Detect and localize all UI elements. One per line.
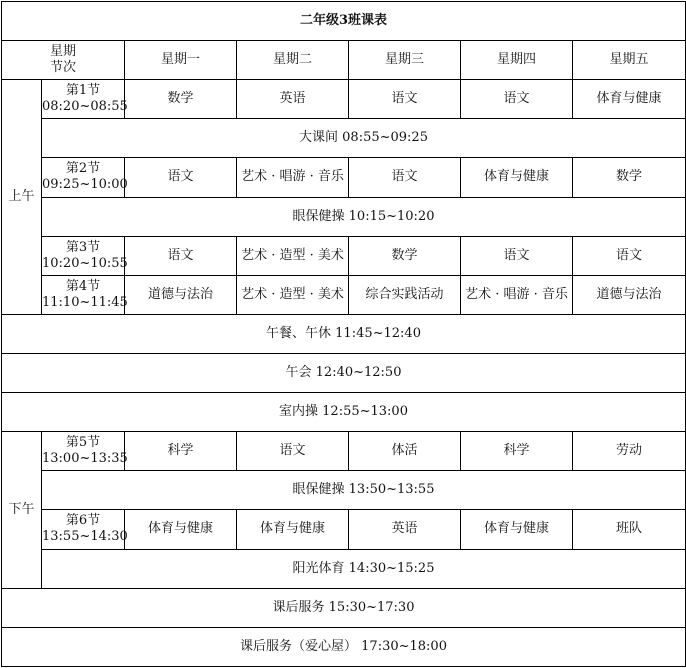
subject-cell: 科学 (461, 432, 573, 471)
subject-cell: 艺术 · 唱游 · 音乐 (461, 275, 573, 314)
period-label-6 (42, 510, 128, 549)
subject-cell: 数学 (573, 158, 686, 197)
day-header-thu: 星期四 (461, 41, 573, 80)
subject-cell: 班队 (573, 510, 686, 549)
period-name: 第3节 (65, 239, 101, 255)
subject-cell: 体育与健康 (237, 510, 349, 549)
subject-cell: 英语 (237, 80, 349, 119)
subject-cell: 语文 (461, 236, 573, 275)
break-row-lunch (2, 314, 686, 353)
title-row (2, 2, 686, 41)
break-row-after-school (2, 588, 686, 627)
period-label-3 (42, 236, 128, 275)
period-row-1 (2, 80, 686, 119)
period-row-3 (2, 236, 686, 275)
period-row-6 (2, 510, 686, 549)
eye-exercise-am-cell: 眼保健操 10:15~10:20 (42, 197, 686, 236)
period-label-1 (42, 80, 128, 119)
subject-cell: 语文 (125, 158, 237, 197)
break-row-indoor-exercise (2, 393, 686, 432)
break-row-eye-exercise-pm (2, 471, 686, 510)
subject-cell: 艺术 · 造型 · 美术 (237, 236, 349, 275)
day-header-tue: 星期二 (237, 41, 349, 80)
day-header-wed: 星期三 (349, 41, 461, 80)
subject-cell: 体育与健康 (125, 510, 237, 549)
big-break-cell: 大课间 08:55~09:25 (42, 119, 686, 158)
after-school-care-cell: 课后服务（爱心屋） 17:30~18:00 (2, 627, 686, 666)
header-row (2, 41, 686, 80)
subject-cell: 体育与健康 (573, 80, 686, 119)
period-name: 第2节 (65, 161, 101, 177)
corner-period-label: 节次 (49, 60, 76, 76)
subject-cell: 语文 (349, 80, 461, 119)
break-row-sunshine-pe (2, 549, 686, 588)
lunch-cell: 午餐、午休 11:45~12:40 (2, 314, 686, 353)
subject-cell: 语文 (349, 158, 461, 197)
period-name: 第6节 (65, 513, 101, 529)
day-header-mon: 星期一 (125, 41, 237, 80)
subject-cell: 劳动 (573, 432, 686, 471)
break-row-eye-exercise-am (2, 197, 686, 236)
period-time: 10:20~10:55 (42, 255, 128, 271)
subject-cell: 道德与法治 (573, 275, 686, 314)
subject-cell: 语文 (573, 236, 686, 275)
afternoon-label: 下午 (2, 432, 42, 588)
header-corner (2, 41, 125, 80)
subject-cell: 体活 (349, 432, 461, 471)
period-label-4 (42, 275, 128, 314)
timetable (1, 1, 686, 667)
subject-cell: 综合实践活动 (349, 275, 461, 314)
period-name: 第4节 (65, 278, 101, 294)
subject-cell: 艺术 · 造型 · 美术 (237, 275, 349, 314)
period-row-5 (2, 432, 686, 471)
subject-cell: 英语 (349, 510, 461, 549)
period-name: 第5节 (65, 435, 101, 451)
indoor-exercise-cell: 室内操 12:55~13:00 (2, 393, 686, 432)
period-row-4 (2, 275, 686, 314)
break-row-big-break (2, 119, 686, 158)
period-time: 09:25~10:00 (42, 177, 128, 193)
break-row-noon-meeting (2, 353, 686, 392)
sunshine-pe-cell: 阳光体育 14:30~15:25 (42, 549, 686, 588)
period-name: 第1节 (65, 83, 101, 99)
timetable-title: 二年级3班课表 (2, 2, 686, 41)
subject-cell: 语文 (237, 432, 349, 471)
period-label-5 (42, 432, 128, 471)
period-time: 08:20~08:55 (42, 99, 128, 115)
day-header-fri: 星期五 (573, 41, 686, 80)
eye-exercise-pm-cell: 眼保健操 13:50~13:55 (42, 471, 686, 510)
subject-cell: 道德与法治 (125, 275, 237, 314)
period-label-2 (42, 158, 128, 197)
period-time: 13:55~14:30 (42, 529, 128, 545)
subject-cell: 数学 (349, 236, 461, 275)
period-time: 11:10~11:45 (42, 294, 128, 310)
subject-cell: 语文 (125, 236, 237, 275)
noon-meeting-cell: 午会 12:40~12:50 (2, 353, 686, 392)
period-row-2 (2, 158, 686, 197)
period-time: 13:00~13:35 (42, 451, 128, 467)
subject-cell: 数学 (125, 80, 237, 119)
corner-weekday-label: 星期 (49, 44, 76, 60)
after-school-cell: 课后服务 15:30~17:30 (2, 588, 686, 627)
break-row-after-school-care (2, 627, 686, 666)
subject-cell: 体育与健康 (461, 510, 573, 549)
morning-label: 上午 (2, 80, 42, 315)
subject-cell: 体育与健康 (461, 158, 573, 197)
subject-cell: 语文 (461, 80, 573, 119)
subject-cell: 科学 (125, 432, 237, 471)
subject-cell: 艺术 · 唱游 · 音乐 (237, 158, 349, 197)
